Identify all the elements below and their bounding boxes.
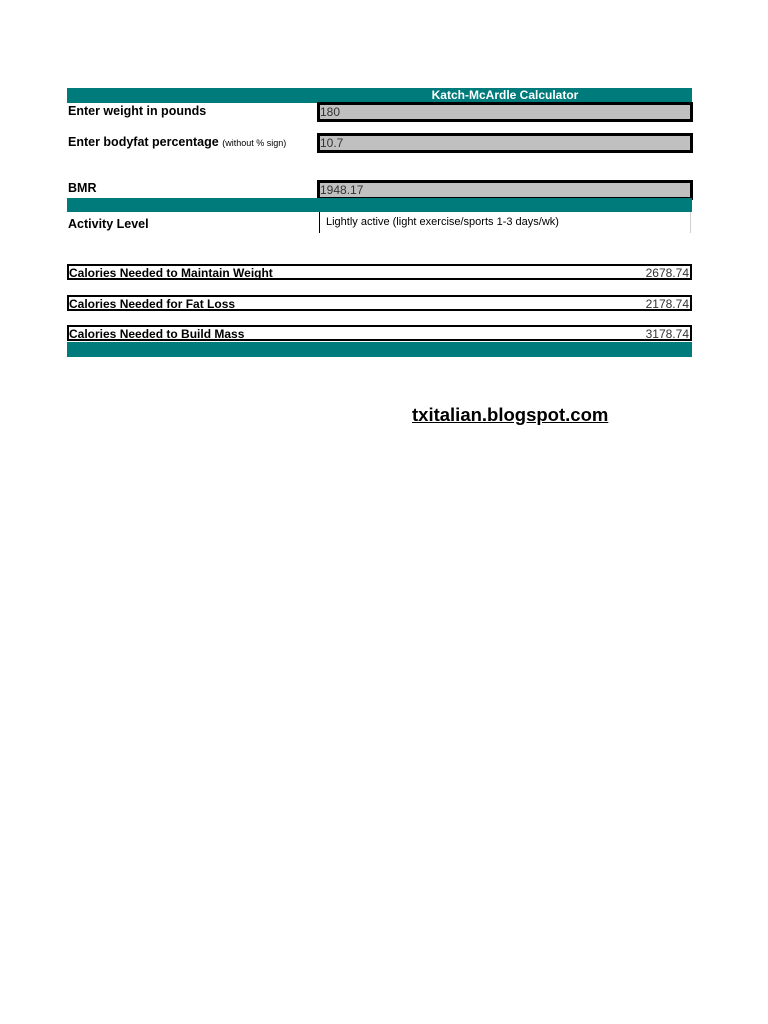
calculator-title: Katch-McArdle Calculator <box>431 88 579 102</box>
bottom-bar <box>67 342 692 357</box>
blog-link[interactable]: txitalian.blogspot.com <box>412 404 609 425</box>
bmr-value: 1948.17 <box>317 180 693 200</box>
bodyfat-note: (without % sign) <box>222 138 287 148</box>
result-row-fat-loss <box>67 295 692 311</box>
activity-label: Activity Level <box>68 217 149 231</box>
result-label: Calories Needed for Fat Loss <box>69 297 236 311</box>
result-label: Calories Needed to Maintain Weight <box>69 266 273 280</box>
bodyfat-input[interactable]: 10.7 <box>317 133 693 153</box>
result-value: 2678.74 <box>645 266 689 280</box>
activity-select[interactable]: Lightly active (light exercise/sports 1-3 days/wk) <box>319 212 691 233</box>
result-row-build-mass <box>67 325 692 341</box>
bodyfat-label <box>68 135 286 149</box>
divider-bar <box>67 198 692 212</box>
weight-label: Enter weight in pounds <box>68 104 207 118</box>
weight-input[interactable]: 180 <box>317 102 693 122</box>
result-value: 2178.74 <box>645 297 689 311</box>
result-row-maintain <box>67 264 692 280</box>
result-label: Calories Needed to Build Mass <box>69 327 245 341</box>
bmr-label: BMR <box>68 181 97 195</box>
result-value: 3178.74 <box>645 327 689 341</box>
bodyfat-label-text: Enter bodyfat percentage <box>68 135 219 149</box>
